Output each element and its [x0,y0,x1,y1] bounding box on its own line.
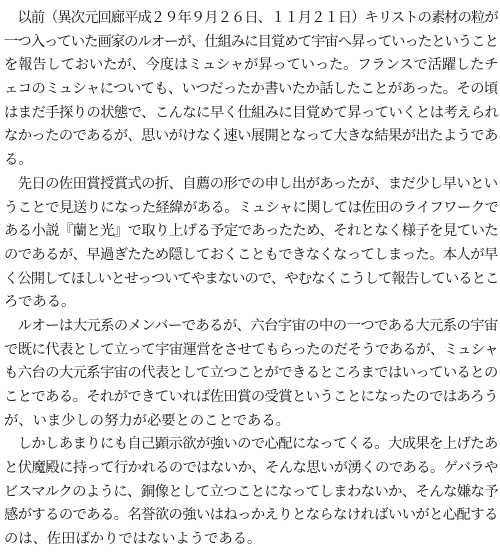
text-line: ビスマルクのように、銅像として立つことになってしまわないか、そんな嫌な予 [4,483,499,500]
text-line: 一つ入っていた画家のルオーが、仕組みに目覚めて宇宙へ昇っていったということ [4,33,498,50]
text-line: しかしあまりにも自己顕示欲が強いので心配になってくる。大成果を上げたあ [4,436,498,453]
text-line: ことである。それができていれば佐田賞の受賞ということになったのではあろう [4,389,498,405]
text-line: ェコのミュシャについても、いつだったか書いたか話したことがあった。その頃 [4,81,498,98]
text-line: ルオーは大元系のメンバーであるが、六台宇宙の中の一つである大元系の宇宙 [4,317,498,334]
text-line: のは、佐田ばかりではないようである。 [4,531,262,548]
document-body [4,7,498,552]
text-line: る。 [4,152,33,169]
text-line: を報告しておいたが、今度はミュシャが昇っていった。フランスで活躍したチ [4,57,499,74]
text-line: で既に代表として立って宇宙運営をさせてもらったのだそうであるが、ミュシャ [4,341,499,358]
text-line: うことで見送りになった経緯がある。ミュシャに関しては佐田のライフワークで [4,199,499,216]
text-line: も六台の大元系宇宙の代表として立つことができるところまではいっているとの [4,365,498,382]
text-line: 感がするのである。名誉欲の強いはねっかえりとならなければいいがと心配する [4,507,498,524]
text-line: ろである。 [4,294,76,311]
text-line: はまだ手探りの状態で、こんなに早く仕組みに目覚めて昇っていくとは考えられ [4,104,499,121]
text-line: が、いま少しの努力が必要とのことである。 [4,412,290,429]
text-line: なかったのであるが、思いがけなく速い展開となって大きな結果が出たようであ [4,128,498,145]
text-line: く公開してほしいとせっついてやまないので、やむなくこうして報告しているとこ [4,270,499,287]
text-line: のであるが、早過ぎたため隠しておくこともできなくなってしまった。本人が早 [4,246,498,263]
text-line: 以前（異次元回廊平成２９年９月２６日、１１月２１日）キリストの素材の粒が [4,10,498,26]
text-line: ある小説『蘭と光』で取り上げる予定であったため、それとなく様子を見ていた [4,223,498,240]
text-line: 先日の佐田賞授賞式の折、自薦の形での申し出があったが、まだ少し早いとい [4,175,498,192]
text-line: と伏魔殿に持って行かれるのではないか、そんな思いが湧くのである。ゲバラや [4,460,498,477]
